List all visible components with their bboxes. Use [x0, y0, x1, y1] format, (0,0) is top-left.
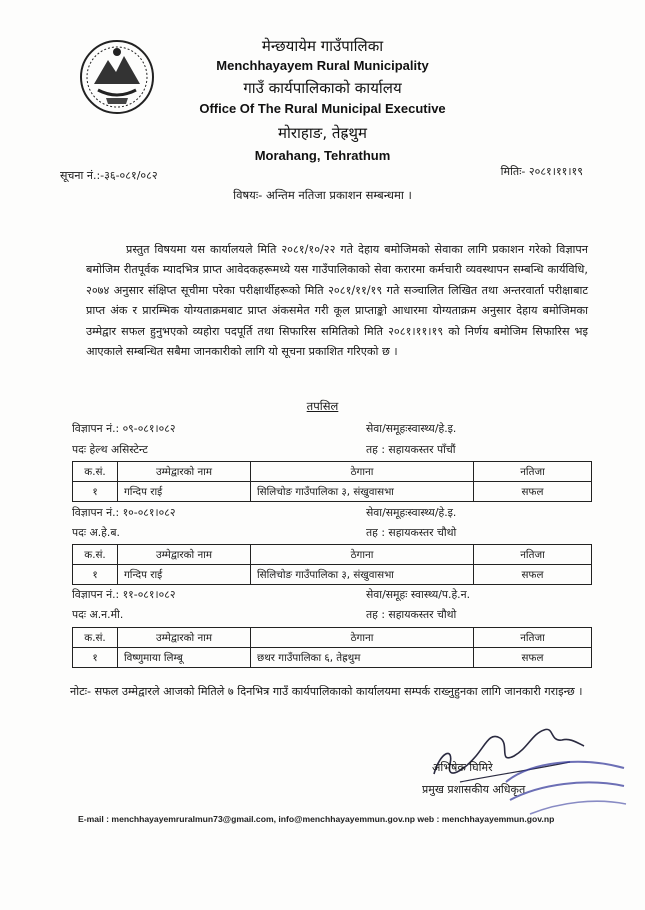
- ad-service: सेवा/समूहः स्वास्थ्य/प.हे.न.: [366, 588, 471, 601]
- col-sn: क.सं.: [73, 462, 118, 482]
- notice-date: मितिः- २०८१।११।१९: [500, 165, 583, 178]
- ad-service: सेवा/समूहःस्वास्थ्य/हे.इ.: [366, 506, 457, 519]
- details-heading: तपसिल: [306, 399, 339, 413]
- place-en: Morahang, Tehrathum: [254, 148, 391, 163]
- table-header-row: [73, 545, 592, 565]
- place-np: मोराहाङ, तेह्रथुम: [278, 124, 367, 142]
- col-name: उम्मेद्वारको नाम: [118, 628, 251, 648]
- result-table: [72, 544, 592, 585]
- ad-level: तह : सहायकस्तर चौथो: [366, 526, 457, 539]
- cell-result: सफल: [474, 482, 592, 502]
- table-header-row: [73, 462, 592, 482]
- ad-post: पदः अ.हे.ब.: [72, 526, 120, 539]
- subject-line: विषयः- अन्तिम नतिजा प्रकाशन सम्बन्धमा ।: [233, 188, 412, 202]
- table-row: [73, 565, 592, 585]
- result-table: [72, 627, 592, 668]
- table-header-row: [73, 628, 592, 648]
- cell-sn: १: [73, 648, 118, 668]
- col-result: नतिजा: [474, 545, 592, 565]
- ad-number: विज्ञापन नं.: १०-०८१।०८२: [72, 506, 176, 519]
- ad-level: तह : सहायकस्तर पाँचौं: [366, 443, 456, 456]
- signatory-name: अभिषेक घिमिरे: [432, 761, 493, 774]
- col-sn: क.सं.: [73, 545, 118, 565]
- col-name: उम्मेद्वारको नाम: [118, 545, 251, 565]
- col-address: ठेगाना: [251, 628, 474, 648]
- cell-sn: १: [73, 482, 118, 502]
- cell-name: विष्णुमाया लिम्बू: [118, 648, 251, 668]
- ad-level: तह : सहायकस्तर चौथो: [366, 608, 457, 621]
- cell-address: छथर गाउँपालिका ६, तेह्रथुम: [251, 648, 474, 668]
- executive-office-np: गाउँ कार्यपालिकाको कार्यालय: [243, 79, 402, 97]
- col-result: नतिजा: [474, 628, 592, 648]
- col-address: ठेगाना: [251, 545, 474, 565]
- col-name: उम्मेद्वारको नाम: [118, 462, 251, 482]
- ad-number: विज्ञापन नं.: ११-०८१।०८२: [72, 588, 176, 601]
- notice-number: सूचना नं.:-३६-०८१/०८२: [60, 169, 158, 182]
- col-result: नतिजा: [474, 462, 592, 482]
- cell-name: गन्दिप राई: [118, 565, 251, 585]
- cell-result: सफल: [474, 648, 592, 668]
- cell-name: गन्दिप राई: [118, 482, 251, 502]
- body-paragraph: प्रस्तुत विषयमा यस कार्यालयले मिति २०८१/१०/२२ गते देहाय बमोजिमको सेवाका लागि प्रकाशन गरेको विज्ञापन बमोजिम रीतपूर्वक म्यादभित्र प्राप्त आवेदकहरूमध्ये यस गाउँपालिकाको सेवा करारमा कर्मचारी व्यवस्थापन सम्बन्धि कार्यविधि, २०७४ अनुसार संक्षिप्त सूचीमा परेका परीक्षार्थीहरूको मिति २०८१/११/१९ गते सञ्चालित लिखित तथा अन्तरवार्ता परीक्षाबाट प्राप्त अंक र प्रारम्भिक योग्यताक्रमबाट प्राप्त अंकसमेत गरी कूल प्राप्ताङ्को आधारमा योग्यताक्रम अनुसार देहाय बमोजिमका उम्मेद्वार सफल हुनुभएको व्यहोरा पदपूर्ति तथा सिफारिस समितिको मिति २०८१।११।१९ को निर्णय बमोजिम सिफारिस भइ आएकाले सम्बन्धित सबैमा जानकारीको लागि यो सूचना प्रकाशित गरिएको छ ।: [86, 243, 588, 359]
- col-address: ठेगाना: [251, 462, 474, 482]
- ad-post: पदः हेल्थ असिस्टेन्ट: [72, 443, 148, 456]
- office-name-np: मेन्छयायेम गाउँपालिका: [261, 37, 384, 55]
- cell-sn: १: [73, 565, 118, 585]
- table-row: [73, 482, 592, 502]
- ad-number: विज्ञापन नं.: ०९-०८१।०८२: [72, 422, 176, 435]
- ad-post: पदः अ.न.मी.: [72, 608, 124, 621]
- note-paragraph: नोटः- सफल उम्मेद्वारले आजको मितिले ७ दिनभित्र गाउँ कार्यपालिकाको कार्यालयमा सम्पर्क राख्नुहुनका लागि जानकारी गराइन्छ ।: [70, 685, 583, 698]
- result-table: [72, 461, 592, 502]
- cell-address: सिलिचोङ गाउँपालिका ३, संखुवासभा: [251, 482, 474, 502]
- col-sn: क.सं.: [73, 628, 118, 648]
- office-name-en: Menchhayayem Rural Municipality: [216, 58, 429, 73]
- executive-office-en: Office Of The Rural Municipal Executive: [199, 101, 446, 116]
- cell-address: सिलिचोङ गाउँपालिका ३, संखुवासभा: [251, 565, 474, 585]
- ad-service: सेवा/समूहःस्वास्थ्य/हे.इ.: [366, 422, 457, 435]
- footer-contact: E-mail : menchhayayemruralmun73@gmail.com, info@menchhayayemmun.gov.np web : menchhayayemmun.gov.np: [78, 814, 555, 824]
- signatory-title: प्रमुख प्रशासकीय अधिकृत: [422, 783, 526, 796]
- table-row: [73, 648, 592, 668]
- cell-result: सफल: [474, 565, 592, 585]
